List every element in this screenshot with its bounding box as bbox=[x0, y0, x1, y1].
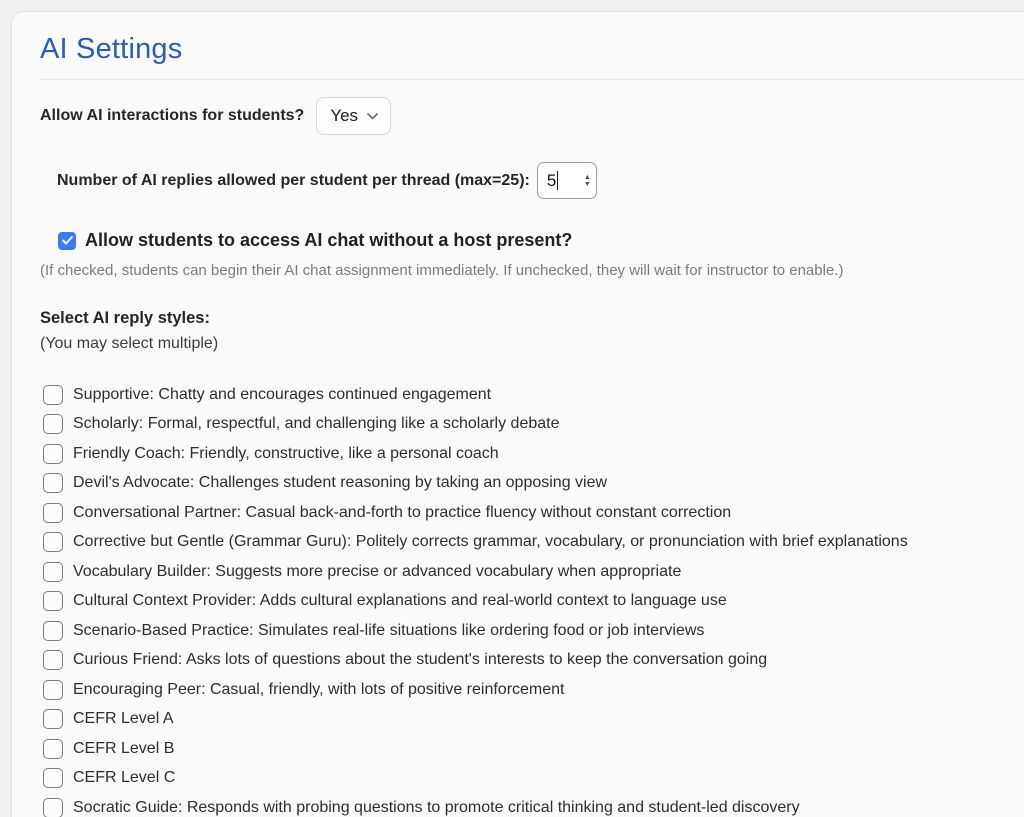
reply-style-checkbox[interactable] bbox=[43, 414, 63, 434]
reply-style-checkbox[interactable] bbox=[43, 621, 63, 641]
reply-style-option[interactable] bbox=[43, 646, 1024, 676]
reply-style-option[interactable] bbox=[43, 469, 1024, 499]
reply-style-label: Scenario-Based Practice: Simulates real-life situations like ordering food or job interviews bbox=[73, 621, 705, 639]
reply-style-checkbox[interactable] bbox=[43, 503, 63, 523]
page-title: AI Settings bbox=[40, 33, 183, 65]
reply-style-checkbox[interactable] bbox=[43, 798, 63, 817]
reply-style-label: Corrective but Gentle (Grammar Guru): Politely corrects grammar, vocabulary, or pronunciation with brief explanations bbox=[73, 533, 908, 551]
chevron-down-icon bbox=[367, 113, 378, 120]
host-access-help: (If checked, students can begin their AI chat assignment immediately. If unchecked, they will wait for instructor to enable.) bbox=[40, 262, 844, 279]
replies-value: 5 bbox=[546, 170, 557, 190]
replies-label: Number of AI replies allowed per student per thread (max=25): bbox=[57, 171, 530, 189]
text-caret bbox=[557, 171, 558, 190]
reply-style-checkbox[interactable] bbox=[43, 739, 63, 759]
reply-style-label: Cultural Context Provider: Adds cultural explanations and real-world context to language use bbox=[73, 592, 727, 610]
reply-style-option[interactable] bbox=[43, 587, 1024, 617]
reply-style-option[interactable] bbox=[43, 616, 1024, 646]
reply-style-option[interactable] bbox=[43, 380, 1024, 410]
reply-style-option[interactable] bbox=[43, 498, 1024, 528]
reply-style-option[interactable] bbox=[43, 764, 1024, 794]
host-access-label: Allow students to access AI chat without a host present? bbox=[85, 230, 573, 250]
reply-style-label: CEFR Level A bbox=[73, 710, 174, 728]
reply-style-option[interactable] bbox=[43, 528, 1024, 558]
reply-style-label: Vocabulary Builder: Suggests more precise or advanced vocabulary when appropriate bbox=[73, 562, 682, 580]
reply-style-checkbox[interactable] bbox=[43, 385, 63, 405]
allow-ai-row bbox=[40, 97, 1024, 135]
reply-style-checkbox[interactable] bbox=[43, 709, 63, 729]
allow-ai-select[interactable] bbox=[316, 97, 391, 135]
allow-ai-label: Allow AI interactions for students? bbox=[40, 107, 305, 124]
reply-style-checkbox[interactable] bbox=[43, 473, 63, 493]
reply-style-option[interactable] bbox=[43, 557, 1024, 587]
reply-style-option[interactable] bbox=[43, 734, 1024, 764]
number-stepper[interactable] bbox=[584, 174, 591, 188]
host-access-checkbox[interactable] bbox=[58, 232, 76, 250]
reply-styles-sublabel: (You may select multiple) bbox=[40, 335, 219, 352]
reply-style-option[interactable] bbox=[43, 675, 1024, 705]
title-divider bbox=[40, 79, 1024, 80]
reply-style-label: Supportive: Chatty and encourages continued engagement bbox=[73, 385, 492, 403]
reply-style-label: CEFR Level B bbox=[73, 739, 175, 757]
reply-style-label: Scholarly: Formal, respectful, and challenging like a scholarly debate bbox=[73, 415, 560, 433]
reply-styles-label: Select AI reply styles: bbox=[40, 309, 210, 327]
reply-style-label: Friendly Coach: Friendly, constructive, like a personal coach bbox=[73, 444, 499, 462]
host-access-row[interactable] bbox=[58, 230, 1024, 251]
reply-style-checkbox[interactable] bbox=[43, 650, 63, 670]
stepper-down-icon[interactable]: ▼ bbox=[583, 180, 591, 188]
reply-style-option[interactable] bbox=[43, 705, 1024, 735]
checkmark-icon bbox=[62, 236, 73, 245]
reply-style-checkbox[interactable] bbox=[43, 562, 63, 582]
reply-style-option[interactable] bbox=[43, 793, 1024, 817]
stepper-up-icon[interactable]: ▲ bbox=[583, 173, 591, 181]
reply-style-checkbox[interactable] bbox=[43, 768, 63, 788]
reply-style-checkbox[interactable] bbox=[43, 532, 63, 552]
reply-style-label: Conversational Partner: Casual back-and-forth to practice fluency without constant correction bbox=[73, 503, 732, 521]
replies-row bbox=[57, 162, 1024, 199]
replies-input[interactable] bbox=[537, 162, 597, 199]
allow-ai-selected-value: Yes bbox=[330, 106, 359, 125]
reply-style-checkbox[interactable] bbox=[43, 680, 63, 700]
reply-style-checkbox[interactable] bbox=[43, 591, 63, 611]
reply-style-label: Curious Friend: Asks lots of questions about the student's interests to keep the conversation going bbox=[73, 651, 768, 669]
reply-style-label: Devil's Advocate: Challenges student reasoning by taking an opposing view bbox=[73, 474, 608, 492]
reply-styles-list bbox=[43, 380, 1024, 817]
reply-style-label: Socratic Guide: Responds with probing questions to promote critical thinking and student-led discovery bbox=[73, 798, 800, 816]
ai-settings-panel bbox=[11, 11, 1024, 817]
reply-style-label: Encouraging Peer: Casual, friendly, with lots of positive reinforcement bbox=[73, 680, 565, 698]
reply-style-option[interactable] bbox=[43, 439, 1024, 469]
reply-style-checkbox[interactable] bbox=[43, 444, 63, 464]
reply-style-option[interactable] bbox=[43, 410, 1024, 440]
reply-style-label: CEFR Level C bbox=[73, 769, 176, 787]
